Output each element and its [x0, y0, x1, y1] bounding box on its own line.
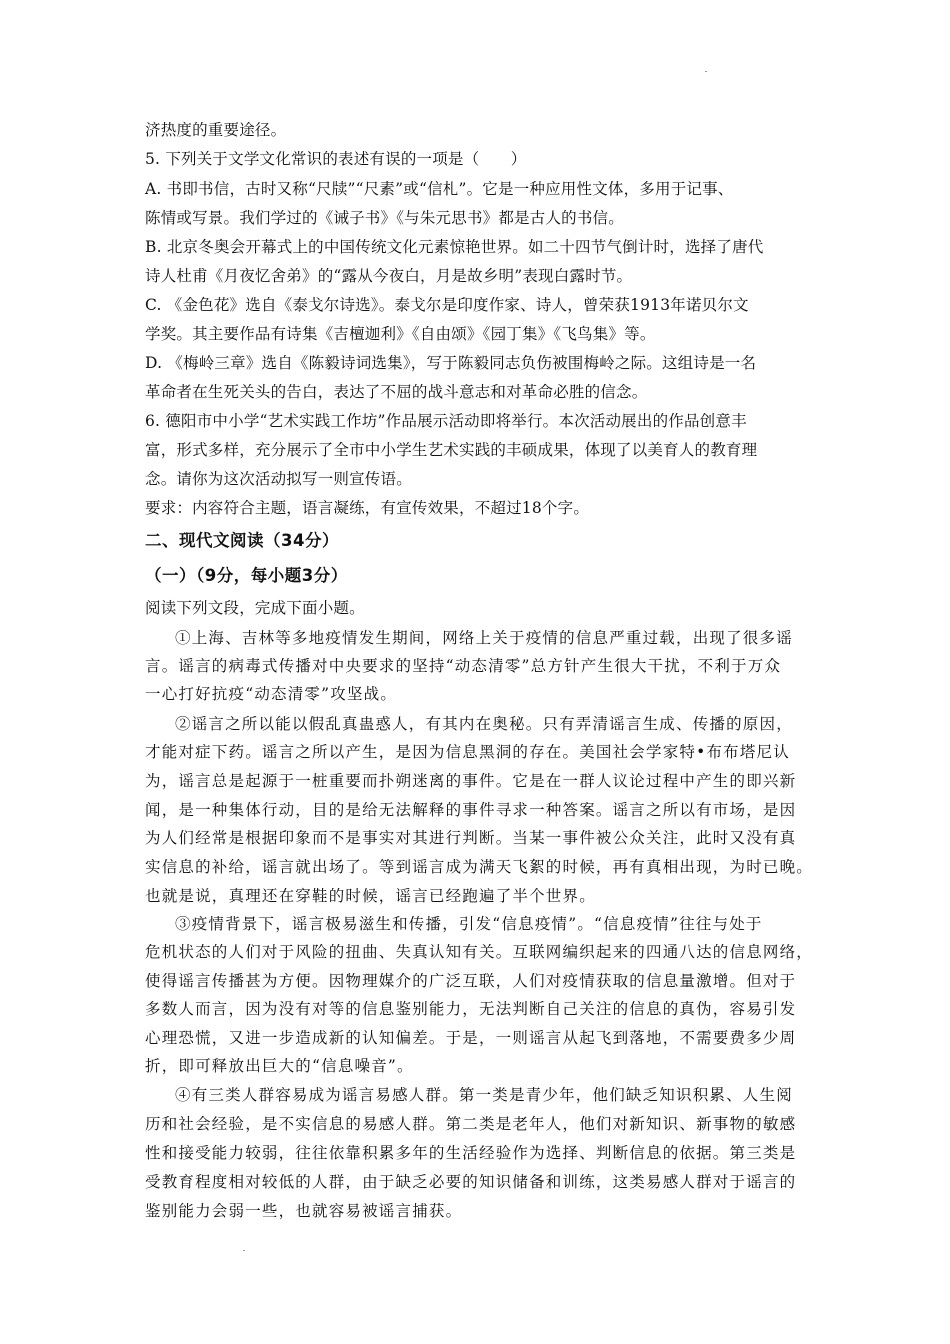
text-line: B. 北京冬奥会开幕式上的中国传统文化元素惊艳世界。如二十四节气倒计时，选择了唐代	[145, 238, 764, 256]
text-line: 革命者在生死关头的告白，表达了不屈的战斗意志和对革命必胜的信念。	[145, 383, 648, 401]
text-line: 也就是说，真理还在穿鞋的时候，谣言已经跑遍了半个世界。	[145, 887, 596, 905]
text-line: 6. 德阳市中小学“艺术实践工作坊”作品展示活动即将举行。本次活动展出的作品创意丰	[145, 412, 747, 430]
text-line: 使得谣言传播甚为方便。因物理媒介的广泛互联，人们对疫情获取的信息量激增。但对于	[145, 972, 797, 990]
text-line: 为人们经常是根据印象而不是事实对其进行判断。当某一事件被公众关注，此时又没有真	[145, 829, 797, 847]
text-line: 历和社会经验，是不实信息的易感人群。第二类是老年人，他们对新知识、新事物的敏感	[145, 1115, 797, 1133]
text-line: 陈情或写景。我们学过的《诫子书》《与朱元思书》都是古人的书信。	[145, 209, 624, 227]
text-line: 诗人杜甫《月夜忆舍弟》的“露从今夜白，月是故乡明”表现白露时节。	[145, 267, 633, 285]
text-line: 为，谣言总是起源于一桩重要而扑朔迷离的事件。它是在一群人议论过程中产生的即兴新	[145, 772, 797, 790]
page-mark	[243, 1250, 245, 1251]
text-line: 折，即可释放出巨大的“信息噪音”。	[145, 1057, 414, 1075]
text-line: 实信息的补给，谣言就出场了。等到谣言成为满天飞絮的时候，再有真相出现，为时已晚。	[145, 858, 814, 876]
text-line: 5. 下列关于文学文化常识的表述有误的一项是（ ）	[145, 150, 527, 168]
text-line: 阅读下列文段，完成下面小题。	[145, 599, 365, 617]
text-line: ②谣言之所以能以假乱真蛊惑人，有其内在奥秘。只有弄清谣言生成、传播的原因，	[175, 715, 793, 733]
text-line: 心理恐慌，又进一步造成新的认知偏差。于是，一则谣言从起飞到落地，不需要费多少周	[145, 1029, 797, 1047]
text-line: ④有三类人群容易成为谣言易感人群。第一类是青少年，他们缺乏知识积累、人生阅	[175, 1086, 793, 1104]
text-line: 学奖。其主要作品有诗集《吉檀迦利》《自由颂》《园丁集》《飞鸟集》等。	[145, 325, 656, 343]
text-line: 闻，是一种集体行动，目的是给无法解释的事件寻求一种答案。谣言之所以有市场，是因	[145, 801, 797, 819]
section-heading: （一）（9分，每小题3分）	[145, 566, 348, 585]
page-mark	[705, 71, 707, 72]
text-line: 才能对症下药。谣言之所以产生，是因为信息黑洞的存在。美国社会学家特•布布塔尼认	[145, 743, 790, 761]
section-heading: 二、现代文阅读（34分）	[145, 531, 339, 550]
text-line: ①上海、吉林等多地疫情发生期间，网络上关于疫情的信息严重过载，出现了很多谣	[175, 629, 793, 647]
text-line: D. 《梅岭三章》选自《陈毅诗词选集》，写于陈毅同志负伤被围梅岭之际。这组诗是一名	[145, 354, 757, 372]
text-line: 念。请你为这次活动拟写一则宣传语。	[145, 470, 412, 488]
text-line: 济热度的重要途径。	[145, 121, 287, 139]
text-line: 危机状态的人们对于风险的扭曲、失真认知有关。互联网编织起来的四通八达的信息网络，	[145, 943, 814, 961]
text-line: ③疫情背景下，谣言极易滋生和传播，引发“信息疫情”。“信息疫情”往往与处于	[175, 915, 763, 933]
text-line: 要求：内容符合主题，语言凝练，有宣传效果，不超过18个字。	[145, 499, 590, 517]
text-line: 性和接受能力较弱，往往依靠积累多年的生活经验作为选择、判断信息的依据。第三类是	[145, 1144, 797, 1162]
text-line: C. 《金色花》选自《泰戈尔诗选》。泰戈尔是印度作家、诗人，曾荣获1913年诺贝尔文	[145, 296, 749, 314]
text-line: 多数人而言，因为没有对等的信息鉴别能力，无法判断自己关注的信息的真伪，容易引发	[145, 1000, 797, 1018]
text-line: 言。谣言的病毒式传播对中央要求的坚持“动态清零”总方针产生很大干扰，不利于万众	[145, 657, 782, 675]
text-line: 受教育程度相对较低的人群，由于缺乏必要的知识储备和训练，这类易感人群对于谣言的	[145, 1173, 797, 1191]
text-line: 富，形式多样，充分展示了全市中小学生艺术实践的丰硕成果，体现了以美育人的教育理	[145, 441, 758, 459]
text-line: A. 书即书信，古时又称“尺牍”“尺素”或“信札”。它是一种应用性文体，多用于记事、	[145, 180, 734, 198]
text-line: 鉴别能力会弱一些，也就容易被谣言捕获。	[145, 1202, 463, 1220]
text-line: 一心打好抗疫“动态清零”攻坚战。	[145, 685, 398, 703]
